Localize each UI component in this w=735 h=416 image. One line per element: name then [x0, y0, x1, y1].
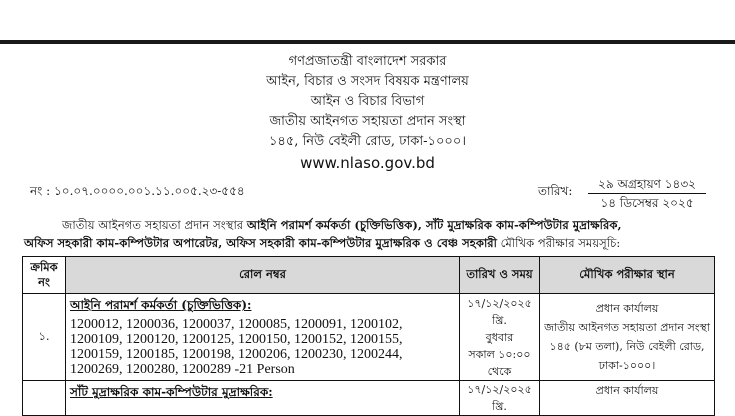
memo-date	[588, 176, 706, 212]
date-bangla: ২৯ অগ্রহায়ণ ১৪৩২	[588, 176, 706, 194]
roll-cell	[66, 294, 460, 381]
roll-cell	[66, 381, 460, 416]
roll-line: 1200109, 1200120, 1200125, 1200150, 1200152, 1200155,	[70, 332, 403, 347]
datetime-cell	[460, 294, 540, 381]
roll-line: 1200012, 1200036, 1200037, 1200085, 1200091, 1200102,	[70, 317, 403, 332]
roll-line: 1200159, 1200185, 1200198, 1200206, 1200230, 1200244,	[70, 347, 403, 362]
header-serial: ক্রমিক নং	[23, 257, 66, 294]
venue-cell	[540, 381, 715, 416]
intro-posts-1: আইনি পরামর্শ কর্মকর্তা (চুক্তিভিত্তিক), সাঁট মুদ্রাক্ষরিক কাম-কম্পিউটার মুদ্রাক্ষরিক,	[246, 218, 622, 232]
government-name: গণপ্রজাতন্ত্রী বাংলাদেশ সরকার	[288, 54, 447, 69]
table-row	[23, 381, 715, 416]
notice-intro	[24, 216, 724, 252]
intro-text-1: জাতীয় আইনগত সহায়তা প্রদান সংস্থার	[62, 218, 247, 232]
exam-schedule-table	[22, 256, 715, 416]
row-serial: ১.	[23, 294, 66, 381]
venue-line: প্রধান কার্যালয়	[595, 302, 659, 315]
header-roll: রোল নম্বর	[66, 257, 460, 294]
exam-date: ১৭/১২/২০২৫ খ্রি.	[467, 296, 532, 327]
intro-line-1	[24, 216, 724, 234]
ministry-name: আইন, বিচার ও সংসদ বিষয়ক মন্ত্রণালয়	[266, 74, 469, 89]
venue-line: ঢাকা-১০০০।	[598, 359, 656, 372]
exam-day: বুধবার	[485, 330, 514, 344]
header-venue: মৌখিক পরীক্ষার স্থান	[540, 257, 715, 294]
organization-name: জাতীয় আইনগত সহায়তা প্রদান সংস্থা	[269, 114, 466, 129]
row-serial	[23, 381, 66, 416]
website-link[interactable]: www.nlaso.gov.bd	[300, 154, 435, 172]
table-header-row	[23, 257, 715, 294]
post-title: আইনি পরামর্শ কর্মকর্তা (চুক্তিভিত্তিক):	[70, 298, 252, 312]
venue-line: প্রধান কার্যালয়	[595, 384, 659, 397]
table-row	[23, 294, 715, 381]
date-label: তারিখ:	[538, 184, 573, 198]
exam-from: থেকে	[487, 364, 512, 378]
intro-text-2: মৌখিক পরীক্ষার সময়সূচি:	[497, 236, 621, 250]
division-name: আইন ও বিচার বিভাগ	[310, 94, 425, 109]
intro-line-2	[24, 234, 724, 252]
letterhead	[0, 52, 735, 174]
memo-number: নং : ১০.০৭.০০০০.০০১.১১.০০৫.২৩-৫৫৪	[30, 184, 245, 198]
top-rule	[0, 40, 735, 44]
intro-posts-2: অফিস সহকারী কাম-কম্পিউটার অপারেটর, অফিস সহকারী কাম-কম্পিউটার মুদ্রাক্ষরিক ও বেঞ্চ সহকারী	[24, 236, 497, 250]
venue-line: ১৪৫ (৮ম তলা), নিউ বেইলী রোড,	[549, 340, 705, 353]
exam-time: সকাল ১০:০০	[468, 347, 531, 361]
organization-address: ১৪৫, নিউ বেইলী রোড, ঢাকা-১০০০।	[269, 134, 466, 149]
header-datetime: তারিখ ও সময়	[460, 257, 540, 294]
venue-cell	[540, 294, 715, 381]
post-title: সাঁট মুদ্রাক্ষরিক কাম-কম্পিউটার মুদ্রাক্ষরিক:	[70, 385, 273, 399]
exam-date: ১৭/১২/২০২৫ খ্রি.	[467, 383, 532, 413]
roll-line: 1200269, 1200280, 1200289 -21 Person	[70, 362, 295, 377]
datetime-cell	[460, 381, 540, 416]
date-english: ১৪ ডিসেম্বর ২০২৫	[600, 196, 694, 210]
venue-line: জাতীয় আইনগত সহায়তা প্রদান সংস্থা	[544, 321, 710, 334]
